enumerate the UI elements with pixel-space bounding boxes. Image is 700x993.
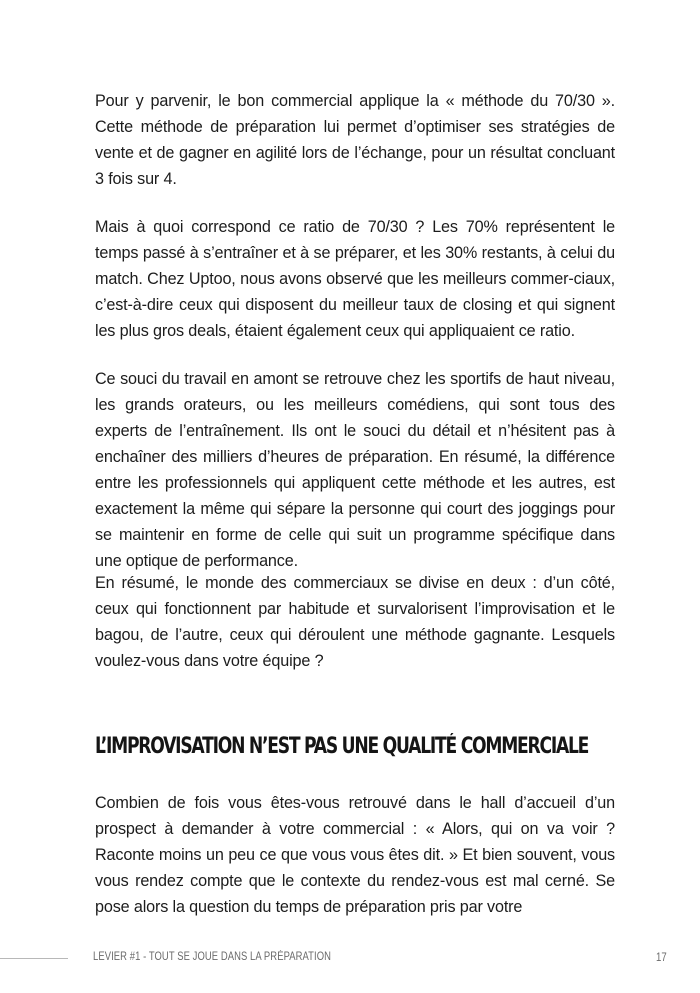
page-number: 17 xyxy=(656,950,667,964)
body-paragraph: Pour y parvenir, le bon commercial applique la « méthode du 70/30 ». Cette méthode de préparation lui permet d’optimiser ses stratégies de vente et de gagner en agilité lors de l’échange, pour un résultat concluant 3 fois sur 4. xyxy=(95,92,615,188)
footer-running-head: LEVIER #1 - TOUT SE JOUE DANS LA PRÉPARATION xyxy=(93,951,332,963)
body-paragraph: Mais à quoi correspond ce ratio de 70/30 ? Les 70% représentent le temps passé à s’entraîner et à se préparer, et les 30% restants, à celui du match. Chez Uptoo, nous avons observé que les meilleurs commer-ciaux, c’est-à-dire ceux qui disposent du meilleur taux de closing et qui signent les plus gros deals, étaient également ceux qui appliquaient ce ratio. xyxy=(95,218,615,340)
body-paragraph: En résumé, le monde des commerciaux se divise en deux : d’un côté, ceux qui fonctionnent par habitude et survalorisent l’improvisation et le bagou, de l’autre, ceux qui déroulent une méthode gagnante. Lesquels voulez-vous dans votre équipe ? xyxy=(95,574,615,670)
footer-divider xyxy=(0,958,68,959)
body-paragraph: Ce souci du travail en amont se retrouve chez les sportifs de haut niveau, les grands orateurs, ou les meilleurs comédiens, qui sont tous des experts de l’entraînement. Ils ont le souci du détail et n’hésitent pas à enchaîner des milliers d’heures de préparation. En résumé, la différence entre les professionnels qui appliquent cette méthode et les autres, est exactement la même qui sépare la personne qui court des joggings pour se maintenir en forme de celle qui suit un programme spécifique dans une optique de performance. xyxy=(95,370,615,570)
section-paragraph: Combien de fois vous êtes-vous retrouvé dans le hall d’accueil d’un prospect à demander à votre commercial : « Alors, qui on va voir ? Raconte moins un peu ce que vous vous êtes dit. » Et bien souvent, vous vous rendez compte que le contexte du rendez-vous est mal cerné. Se pose alors la question du temps de préparation pris par votre xyxy=(95,794,615,916)
section-heading: L’IMPROVISATION N’EST PAS UNE QUALITÉ COMMERCIALE xyxy=(95,734,589,759)
